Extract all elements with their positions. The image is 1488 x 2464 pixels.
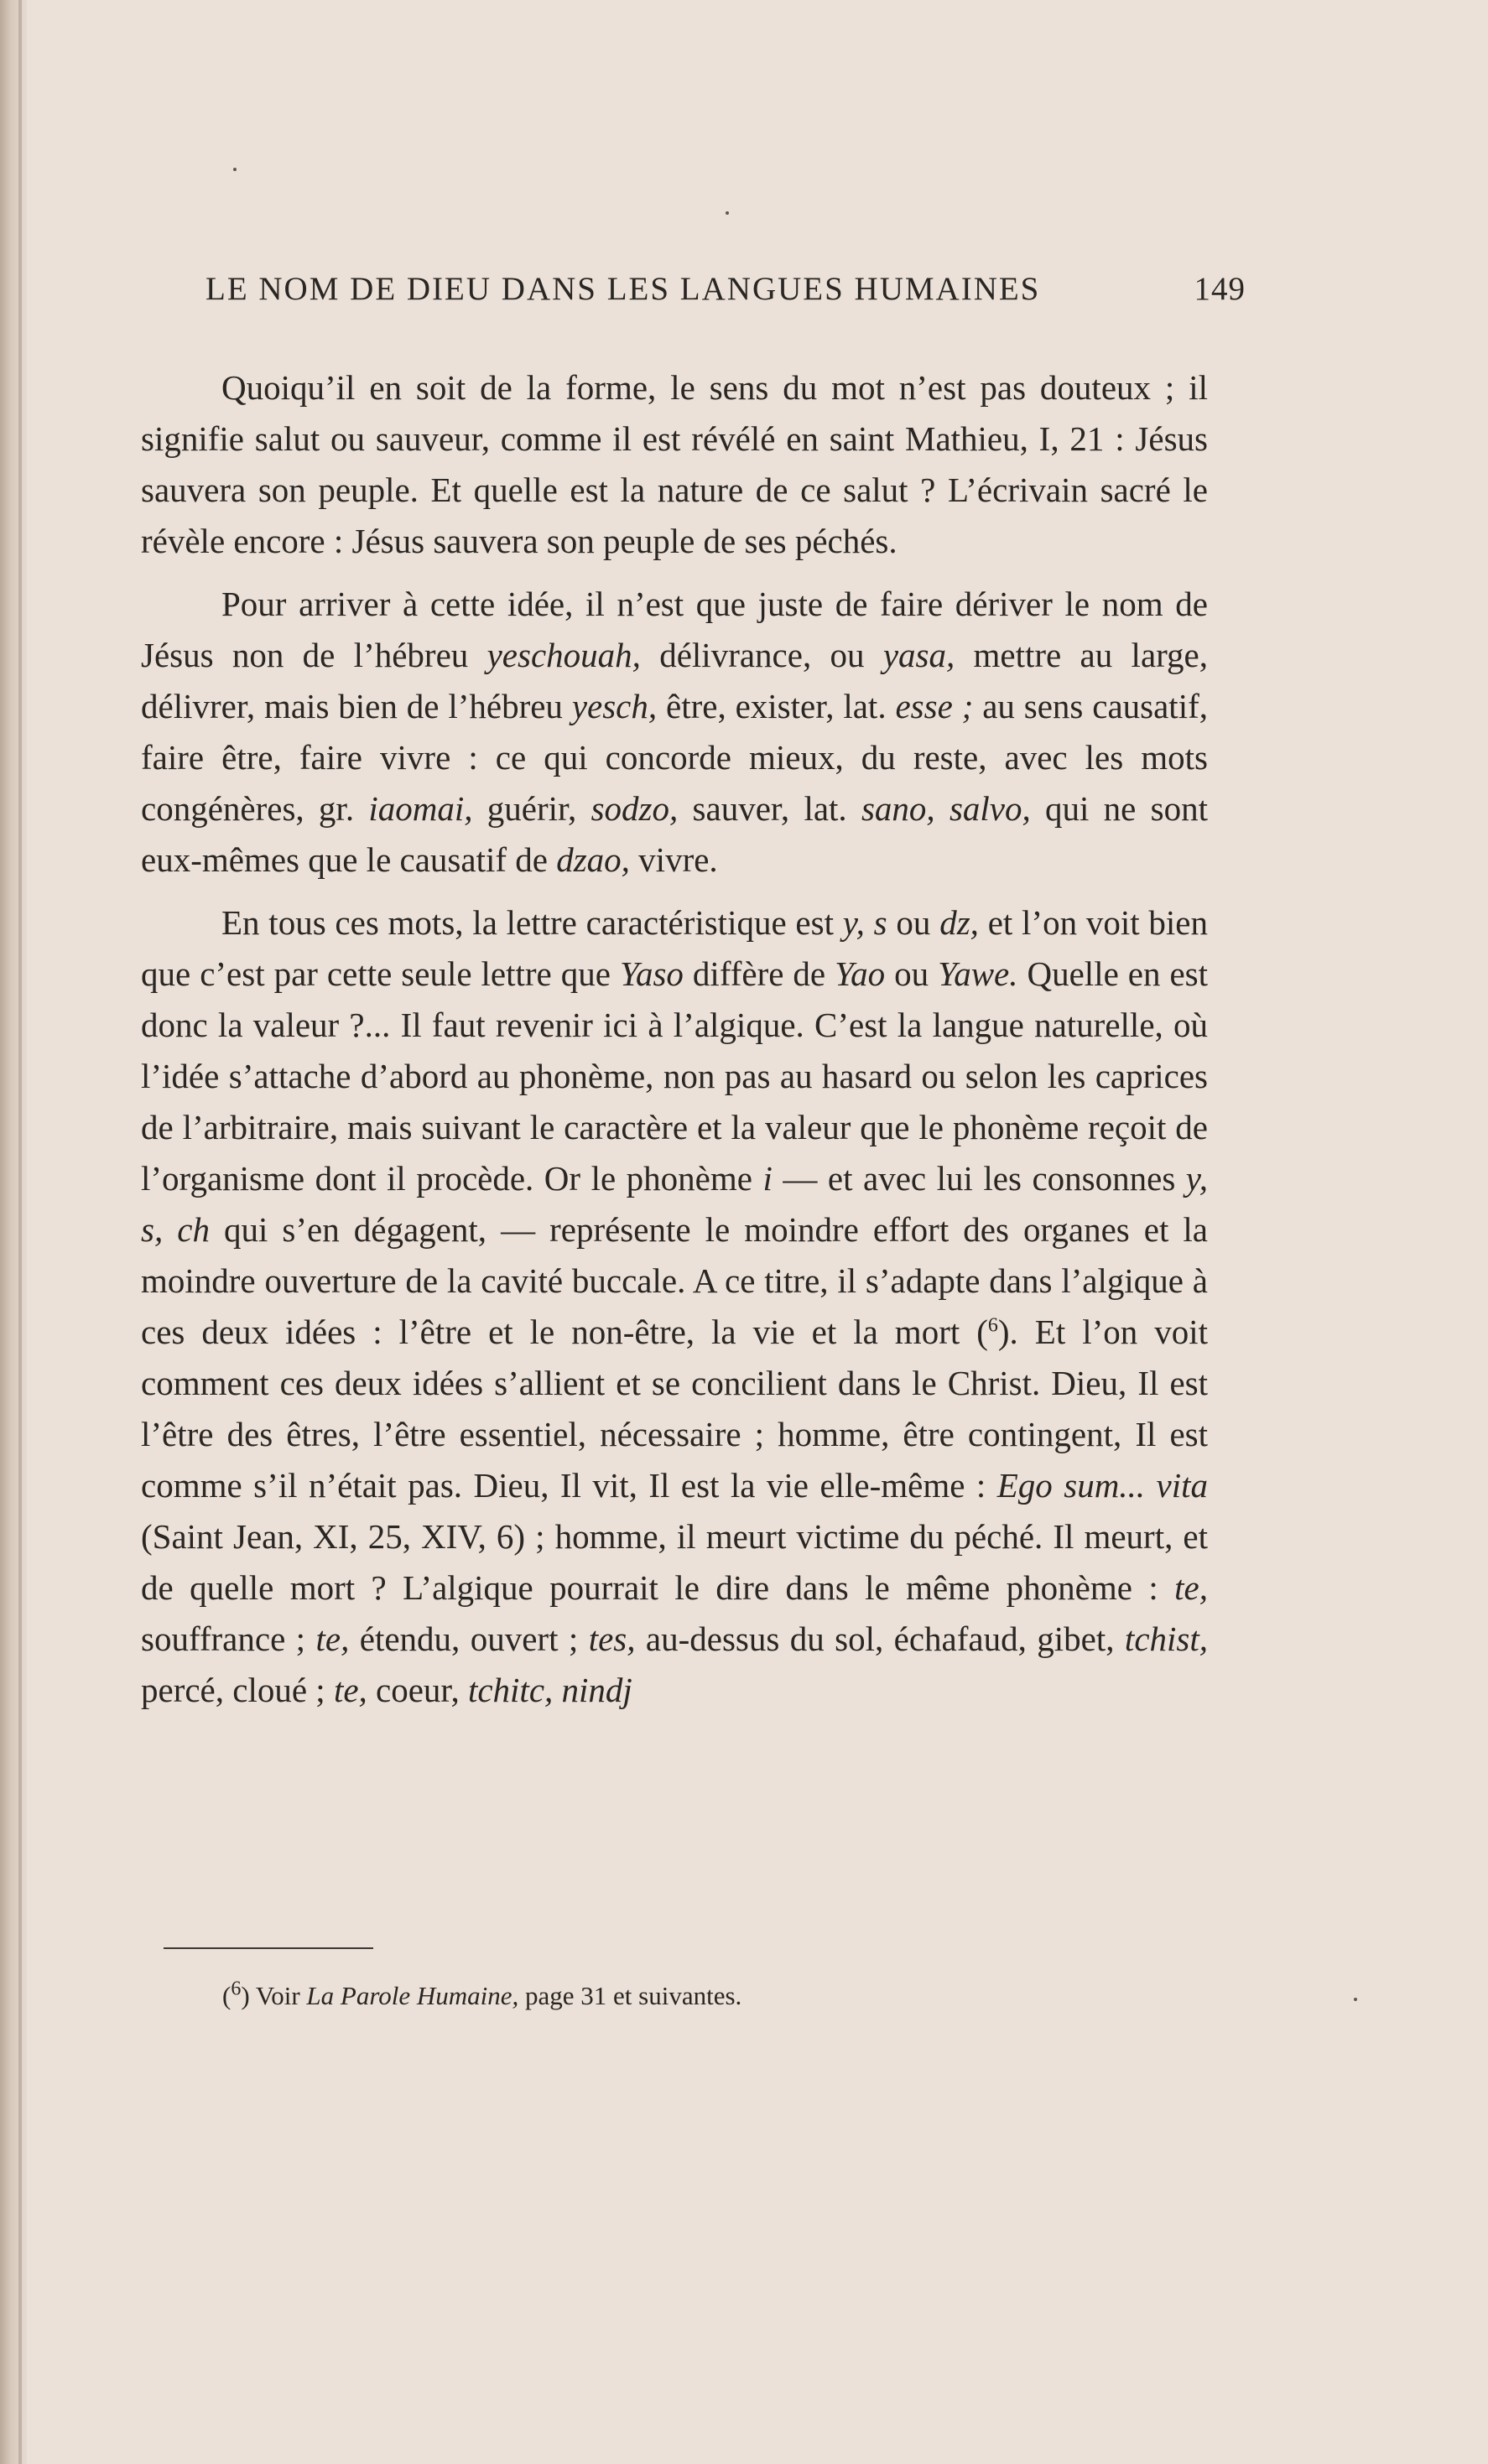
text-run: sauver, lat.: [678, 789, 861, 828]
italic-term: sano, salvo,: [861, 789, 1031, 828]
footnote-ref: 6: [987, 1314, 998, 1337]
italic-term: tchitc, nindj: [467, 1671, 632, 1709]
page-binding-edge: [0, 0, 27, 2464]
footnote: ($^6$) Voir La Parole Humaine, page 31 et suivantes.: [222, 1978, 742, 2010]
text-run: et l’on voit bien que c’est par cette seule lettre que: [141, 903, 1208, 993]
italic-term: Ego sum... vita: [996, 1466, 1208, 1505]
text-run: diffère de: [683, 954, 835, 993]
text-run: guérir,: [472, 789, 591, 828]
paragraph-1: [141, 362, 1208, 567]
text-run: ou: [887, 903, 940, 942]
italic-term: i: [762, 1159, 773, 1198]
italic-term: tchist,: [1124, 1619, 1208, 1658]
text-run: ). Et l’on voit comment ces deux idées s’allient et se concilient dans le Christ. Dieu, Il est l’être des êtres, l’être essentiel, nécessaire ; homme, être contingent, Il est comme s’il n’était pas. Dieu, Il vit, Il est la vie elle-même :: [141, 1313, 1208, 1505]
text-run: délivrance, ou: [640, 636, 883, 674]
italic-term: tes,: [588, 1619, 636, 1658]
footnote-text: Voir: [255, 1981, 307, 2010]
italic-term: y, s, ch: [141, 1159, 1208, 1249]
running-title: LE NOM DE DIEU DANS LES LANGUES HUMAINES: [206, 271, 1041, 307]
text-run: ou: [885, 954, 939, 993]
paragraph-3: [141, 897, 1208, 1716]
paper-speck: [233, 168, 237, 171]
text-run: percé, cloué ;: [141, 1671, 334, 1709]
text-run: qui ne sont eux-mêmes que le causatif de: [141, 789, 1209, 879]
paper-speck: [726, 211, 729, 215]
text-run: Pour arriver à cette idée, il n’est que juste de faire dériver le nom de Jésus non de l’hébreu: [141, 585, 1208, 674]
italic-term: esse ;: [895, 687, 974, 725]
text-run: étendu, ouvert ;: [349, 1619, 589, 1658]
italic-term: Yaso: [619, 954, 684, 993]
footnote-text: page 31 et suivantes.: [518, 1981, 742, 2010]
text-run: être, exister, lat.: [657, 687, 896, 725]
text-run: vivre.: [629, 840, 718, 879]
text-run: mettre au large, délivrer, mais bien de l’hébreu: [141, 636, 1209, 725]
italic-term: dzao,: [556, 840, 630, 879]
italic-term: dz,: [939, 903, 979, 942]
italic-term: te,: [315, 1619, 350, 1658]
text-run: souffrance ;: [141, 1619, 316, 1658]
text-run: qui s’en dégagent, — représente le moindre effort des organes et la moindre ouverture de la cavité buccale. A ce titre, il s’adapte dans l’algique à ces deux idées : l’être et le non-être, la vie et la mort (: [141, 1210, 1208, 1351]
text-run: — et avec lui les consonnes: [772, 1159, 1186, 1198]
text-run: coeur,: [367, 1671, 468, 1709]
italic-term: yesch,: [571, 687, 658, 725]
italic-term: yeschouah,: [486, 636, 641, 674]
text-run: au sens causatif, faire être, faire vivre : ce qui concorde mieux, du reste, avec les mots congénères, gr.: [141, 687, 1208, 828]
footnote-title: La Parole Humaine,: [306, 1981, 519, 2010]
italic-term: te,: [1174, 1568, 1208, 1607]
text-run: (Saint Jean, XI, 25, XIV, 6) ; homme, il meurt victime du péché. Il meurt, et de quelle mort ? L’algique pourrait le dire dans le même phonème :: [141, 1517, 1208, 1607]
italic-term: iaomai,: [368, 789, 473, 828]
text-run: En tous ces mots, la lettre caractéristique est: [221, 903, 843, 942]
paper-speck: [1354, 1998, 1357, 2001]
italic-term: te,: [333, 1671, 367, 1709]
footnote-divider: [164, 1947, 373, 1949]
running-header: [206, 270, 1246, 308]
text-run: Quelle en est donc la valeur ?... Il faut revenir ici à l’algique. C’est la langue naturelle, où l’idée s’attache d’abord au phonème, non pas au hasard ou selon les caprices de l’arbitraire, mais suivant le caractère et la valeur que le phonème reçoit de l’organisme dont il procède. Or le phonème: [141, 954, 1209, 1198]
italic-term: Yao: [835, 954, 886, 993]
italic-term: yasa,: [882, 636, 955, 674]
text-run: au-dessus du sol, échafaud, gibet,: [635, 1619, 1125, 1658]
paragraph-2: [141, 579, 1208, 886]
italic-term: Yawe.: [938, 954, 1018, 993]
text-run: Quoiqu’il en soit de la forme, le sens du mot n’est pas douteux ; il signifie salut ou sauveur, comme il est révélé en saint Mathieu, I, 21 : Jésus sauvera son peuple. Et quelle est la nature de ce salut ? L’écrivain sacré le révèle encore : Jésus sauvera son peuple de ses péchés.: [141, 368, 1208, 560]
footnote-marker: 6: [231, 1978, 242, 2000]
body-text: [141, 362, 1208, 1716]
italic-term: sodzo,: [591, 789, 679, 828]
page-number: 149: [1194, 271, 1246, 307]
italic-term: y, s: [842, 903, 887, 942]
